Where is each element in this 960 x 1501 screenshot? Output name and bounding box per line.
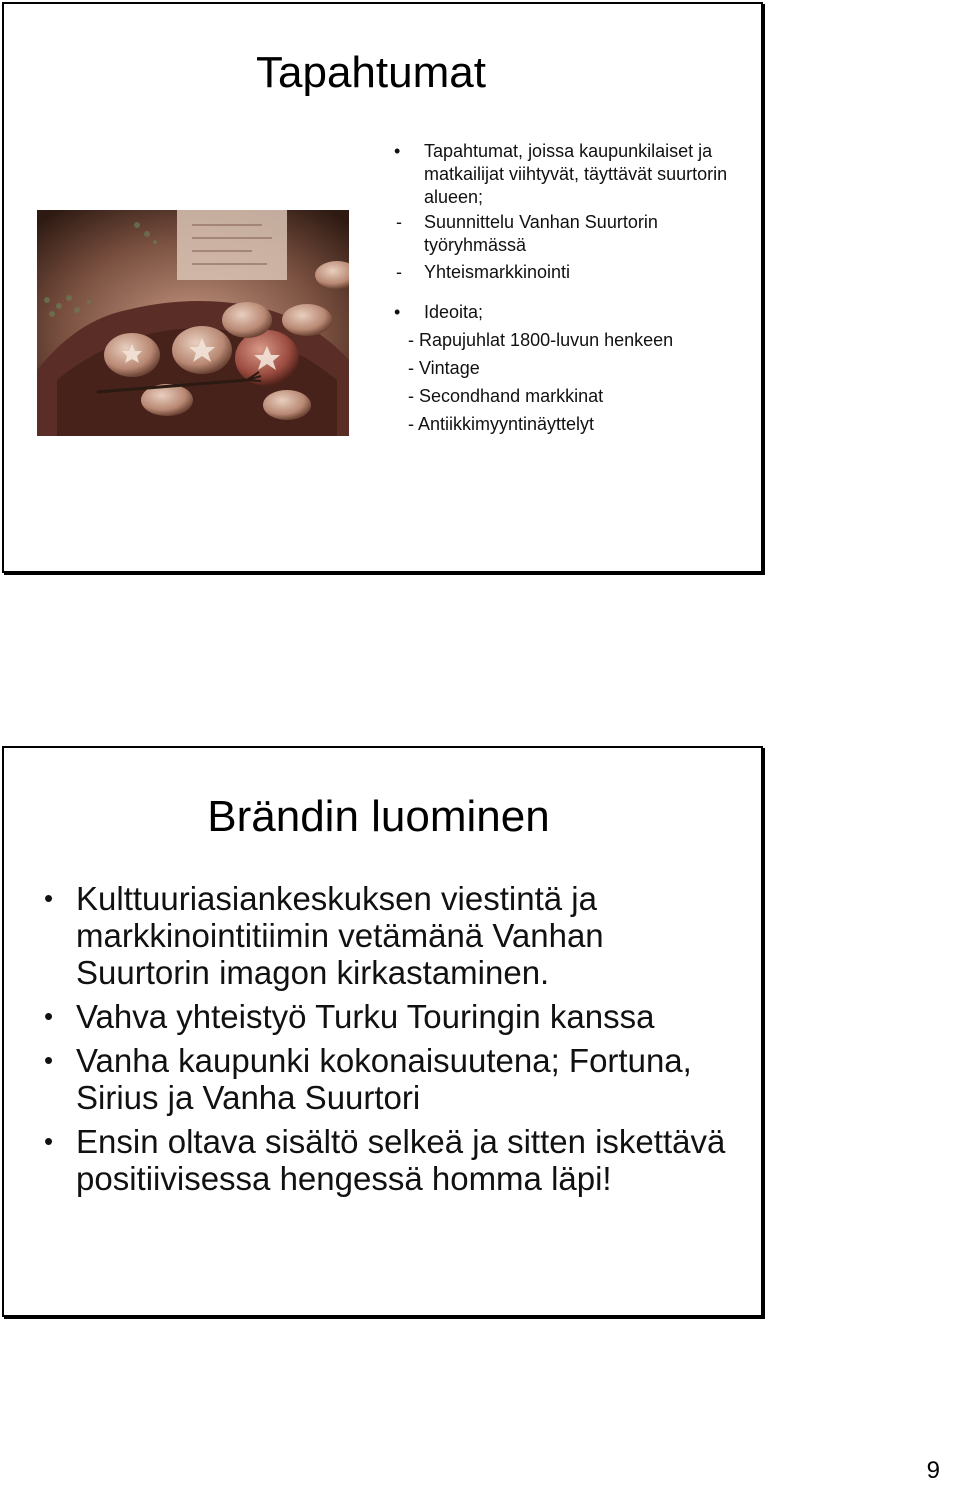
market-bread-photo [37, 210, 349, 436]
bullet-marker: • [394, 141, 401, 161]
bullet-text: Suunnittelu Vanhan Suurtorin työryhmässä [424, 212, 658, 255]
list-item: - Antiikkimyyntinäyttelyt [408, 414, 595, 434]
bullet-text: Vanha kaupunki kokonaisuutena; Fortuna, Sirius ja Vanha Suurtori [76, 1042, 692, 1116]
list-item [394, 140, 734, 209]
bullet-marker: • [44, 1045, 54, 1075]
slide-1-bullet-list [394, 140, 734, 438]
list-item [394, 261, 734, 284]
bullet-marker: • [44, 883, 54, 913]
list-item [394, 298, 734, 326]
bullet-text: Tapahtumat, joissa kaupunkilaiset ja matkailijat viihtyvät, täyttävät suurtorin alueen; [424, 141, 728, 207]
list-item: - Secondhand markkinat [408, 386, 604, 406]
bullet-marker: • [44, 1001, 54, 1031]
slide-2-title: Brändin luominen [207, 792, 550, 841]
slide-2-bullet-list [44, 880, 734, 1204]
bullet-text: Ensin oltava sisältö selkeä ja sitten iskettävä positiivisessa hengessä homma läpi! [76, 1123, 726, 1197]
bullet-text: Yhteismarkkinointi [424, 262, 571, 282]
bullet-text: Vahva yhteistyö Turku Touringin kanssa [76, 998, 655, 1035]
page-number: 9 [926, 1457, 940, 1484]
list-item [394, 211, 734, 257]
bullet-text: Ideoita; [424, 302, 484, 322]
bullet-text: Kulttuuriasiankeskuksen viestintä ja markkinointitiimin vetämänä Vanhan Suurtorin imagon kirkastaminen. [76, 880, 604, 991]
bullet-marker: • [44, 1126, 54, 1156]
slide-1-title: Tapahtumat [256, 48, 486, 97]
list-item: - Vintage [408, 358, 480, 378]
list-item [44, 998, 734, 1035]
bullet-marker: • [394, 302, 401, 322]
list-item [44, 1123, 734, 1197]
dash-marker: - [396, 212, 402, 232]
list-item [44, 1042, 734, 1116]
dash-marker: - [396, 262, 402, 282]
list-item: - Rapujuhlat 1800-luvun henkeen [408, 330, 674, 350]
list-item [44, 880, 734, 991]
